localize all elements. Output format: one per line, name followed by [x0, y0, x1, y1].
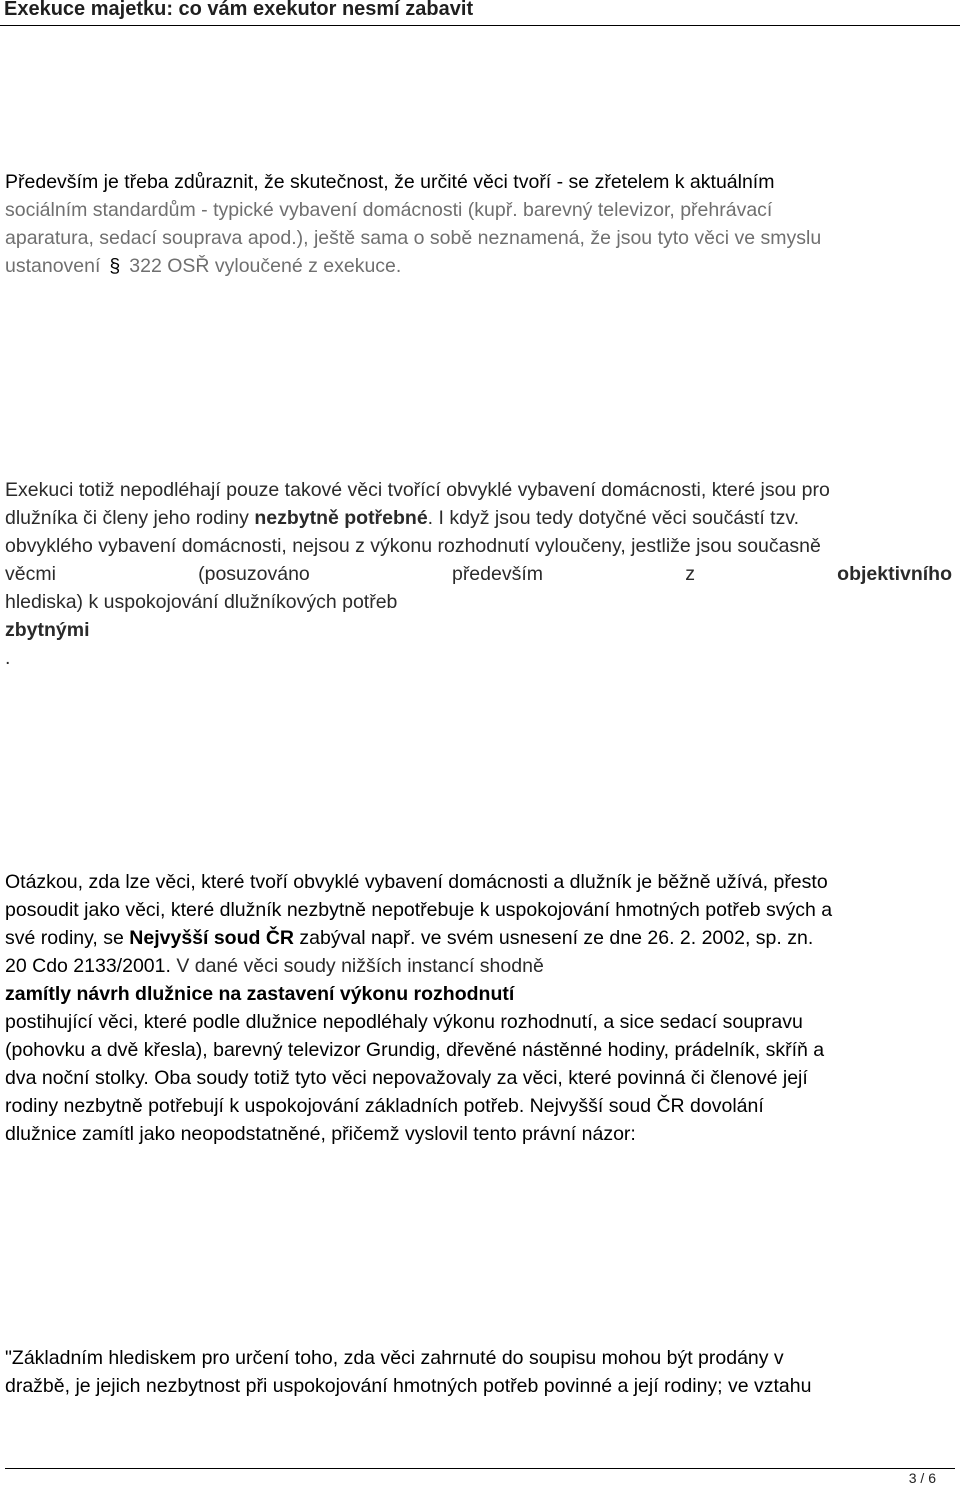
- paragraph-3-line: [5, 924, 832, 952]
- paragraph-3-line: dva noční stolky. Oba soudy totiž tyto věci nepovažovaly za věci, které povinná či členové její: [5, 1067, 808, 1089]
- section-sign-icon: §: [109, 255, 121, 277]
- paragraph-1-line: sociálním standardům - typické vybavení domácnosti (kupř. barevný televizor, přehrávací: [5, 199, 773, 221]
- quote-line: "Základním hlediskem pro určení toho, zda věci zahrnuté do soupisu mohou být prodány v: [5, 1347, 784, 1369]
- paragraph-2-line: [5, 616, 952, 644]
- emphasis-text: objektivního: [837, 563, 952, 585]
- paragraph-3-line: [5, 980, 832, 1008]
- quote-line: dražbě, je jejich nezbytnost při uspokojování hmotných potřeb povinné a její rodiny; ve vztahu: [5, 1375, 812, 1397]
- paragraph-3-line: (pohovku a dvě křesla), barevný televizor Grundig, dřevěné nástěnné hodiny, prádelník, skříň a: [5, 1039, 825, 1061]
- paragraph-2-line: hlediska) k uspokojování dlužníkových potřeb: [5, 591, 398, 613]
- header-divider: [0, 25, 960, 26]
- text-run: věcmi (posuzováno především z: [5, 563, 695, 585]
- page-header: [0, 0, 960, 24]
- paragraph-3-line: posoudit jako věci, které dlužník nezbytně nepotřebuje k uspokojování hmotných potřeb svých a: [5, 899, 833, 921]
- paragraph-1-line: aparatura, sedací souprava apod.), ještě sama o sobě neznamená, že jsou tyto věci ve smyslu: [5, 227, 822, 249]
- law-reference: 322 OSŘ vyloučené z exekuce.: [129, 255, 402, 277]
- footer-divider: [5, 1468, 955, 1469]
- paragraph-3-line: postihující věci, které podle dlužnice nepodléhaly výkonu rozhodnutí, a sice sedací soupravu: [5, 1011, 803, 1033]
- text-run: své rodiny, se: [5, 927, 130, 949]
- page-number: 3 / 6: [908, 1470, 936, 1486]
- paragraph-1-line: Především je třeba zdůraznit, že skutečnost, že určité věci tvoří - se zřetelem k aktuálním: [5, 171, 775, 193]
- paragraph-3-line: rodiny nezbytně potřebují k uspokojování základních potřeb. Nejvyšší soud ČR dovolání: [5, 1095, 764, 1117]
- paragraph-1-line: [5, 252, 821, 280]
- paragraph-3-line: Otázkou, zda lze věci, které tvoří obvyklé vybavení domácnosti a dlužník je běžně užívá, přesto: [5, 871, 828, 893]
- paragraph-2-line: Exekuci totiž nepodléhají pouze takové věci tvořící obvyklé vybavení domácnosti, které jsou pro: [5, 479, 830, 501]
- text-run: zabýval např. ve svém usnesení ze dne 26. 2. 2002, sp. zn.: [294, 927, 814, 949]
- paragraph-3-line: dlužnice zamítl jako neopodstatněné, přičemž vyslovil tento právní názor:: [5, 1123, 636, 1145]
- paragraph-2: [5, 476, 952, 672]
- paragraph-2-line: [5, 504, 952, 532]
- paragraph-3: [5, 868, 832, 1148]
- ustanoveni-text: ustanovení: [5, 255, 101, 277]
- paragraph-2-line: .: [5, 647, 11, 669]
- text-run: dlužníka či členy jeho rodiny: [5, 507, 255, 529]
- text-run: . I když jsou tedy dotyčné věci součástí tzv.: [427, 507, 800, 529]
- emphasis-text: nezbytně potřebné: [254, 507, 428, 529]
- paragraph-2-line: [5, 560, 952, 588]
- quote-paragraph: [5, 1344, 811, 1400]
- paragraph-2-line: obvyklého vybavení domácnosti, nejsou z výkonu rozhodnutí vyloučeny, jestliže jsou současně: [5, 535, 821, 557]
- paragraph-1: [5, 168, 821, 280]
- emphasis-text: zbytnými: [5, 619, 90, 641]
- text-run: V dané věci soudy nižších instancí shodně: [176, 955, 544, 977]
- page-title: Exekuce majetku: co vám exekutor nesmí zabavit: [4, 0, 474, 20]
- court-name: Nejvyšší soud ČR: [129, 927, 295, 949]
- paragraph-3-line: [5, 952, 832, 980]
- case-number: 20 Cdo 2133/2001.: [5, 955, 177, 977]
- emphasis-text: zamítly návrh dlužnice na zastavení výkonu rozhodnutí: [5, 983, 515, 1005]
